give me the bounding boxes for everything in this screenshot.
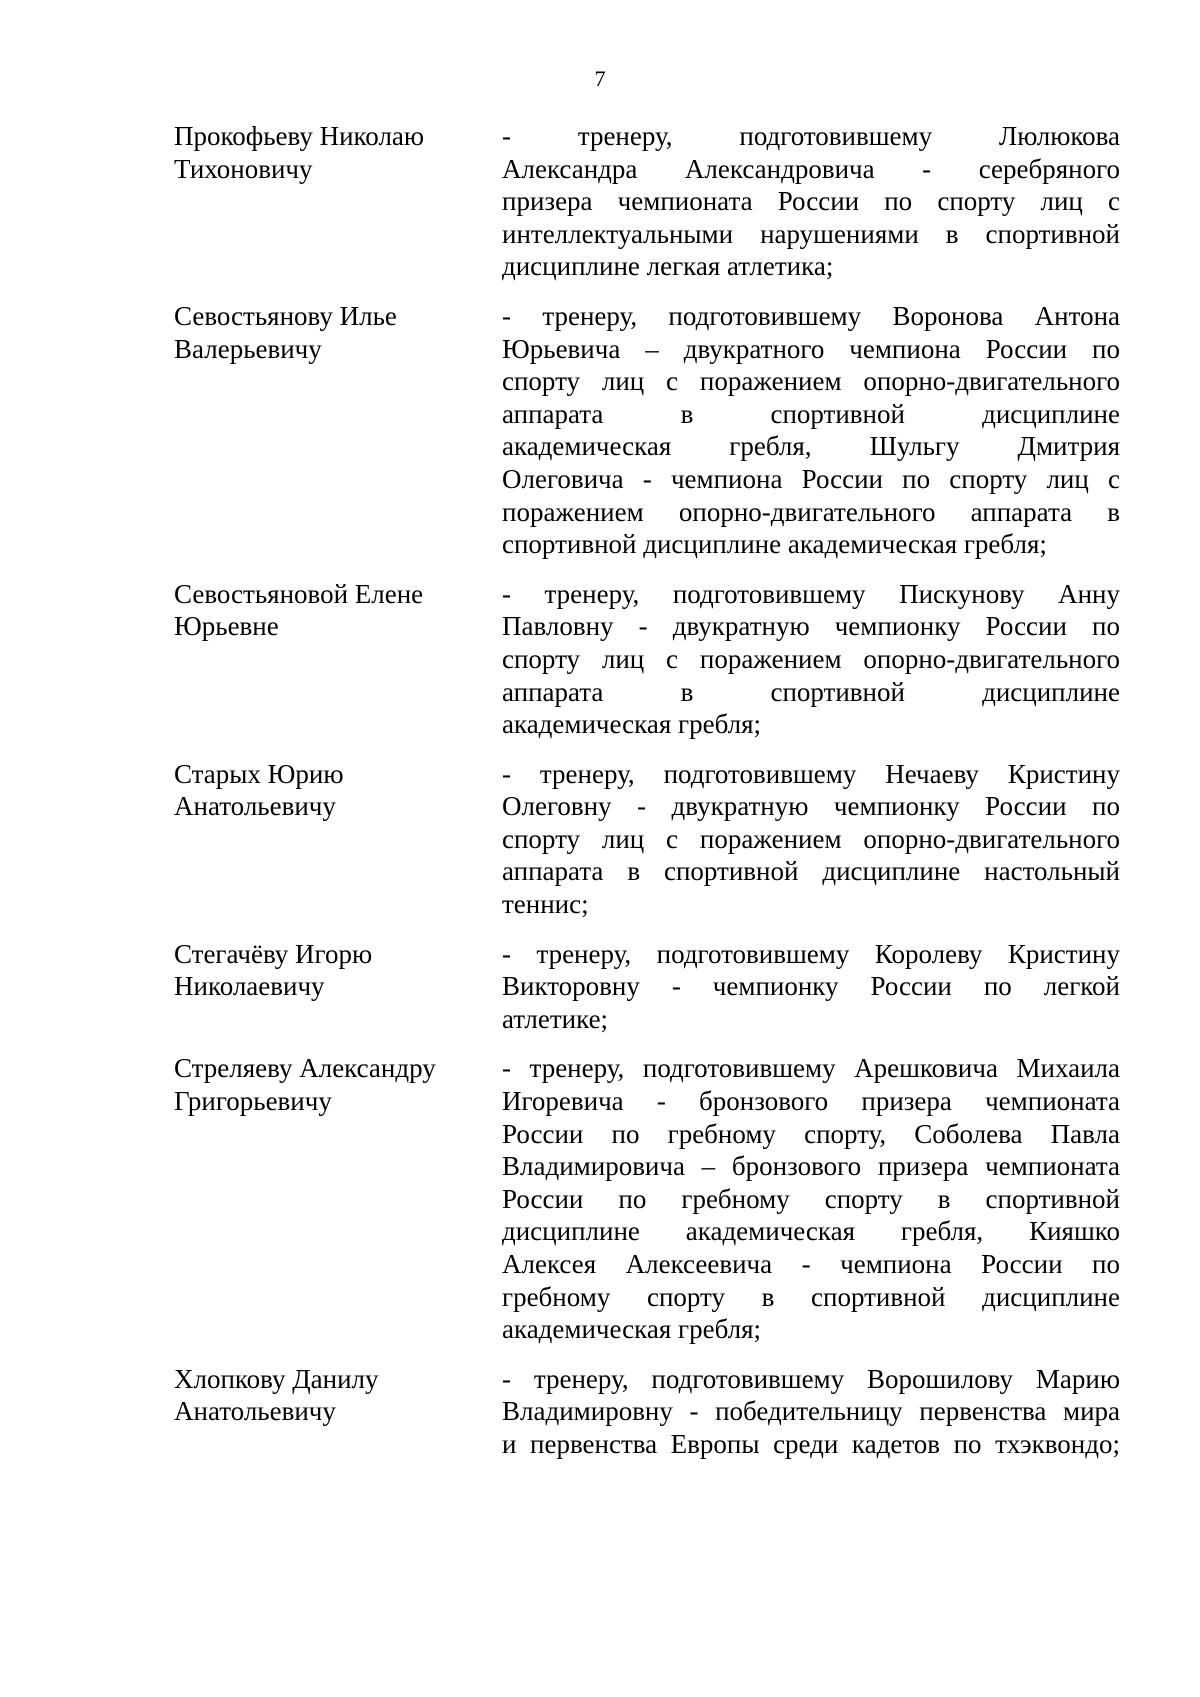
desc-line: академическая гребля; (502, 709, 762, 740)
desc-line: - тренеру, подготовившему Нечаеву Кристину (502, 758, 1120, 789)
desc-line: аппарата в спортивной дисциплине (502, 398, 1120, 429)
name-line: Хлопкову Данилу (174, 1363, 379, 1394)
award-description (502, 1052, 1120, 1345)
award-entry (174, 1363, 1120, 1461)
desc-line: России по гребному спорту в спортивной (502, 1183, 1120, 1214)
desc-line: атлетике; (502, 1003, 609, 1034)
award-entry (174, 578, 1120, 741)
name-line: Прокофьеву Николаю (174, 121, 425, 151)
award-entry (174, 1052, 1120, 1345)
desc-line: Олеговича - чемпиона России по спорту лиц с (502, 463, 1120, 494)
desc-line: Юрьевича – двукратного чемпиона России по (502, 333, 1120, 364)
desc-line: Алексея Алексеевича - чемпиона России по (502, 1249, 1120, 1279)
award-description (502, 1363, 1120, 1461)
name-line: Стреляеву Александру (174, 1053, 436, 1084)
desc-line: академическая гребля, Шульгу Дмитрия (502, 431, 1120, 462)
desc-line: - тренеру, подготовившему Люлюкова (502, 121, 1120, 151)
desc-line: - тренеру, подготовившему Воронова Антона (502, 300, 1120, 331)
award-list (174, 120, 1120, 1461)
award-description (502, 758, 1120, 921)
desc-line: Владимировну - победительницу первенства мира (502, 1396, 1120, 1427)
recipient-name (174, 758, 502, 823)
desc-line: Викторовну - чемпионку России по легкой (502, 971, 1120, 1002)
name-line: Анатольевичу (174, 791, 336, 822)
desc-line: теннис; (502, 889, 589, 920)
desc-line: - тренеру, подготовившему Пискунову Анну (502, 578, 1120, 609)
award-description (502, 300, 1120, 561)
name-line: Николаевичу (174, 971, 325, 1002)
desc-line: Игоревича - бронзового призера чемпионата (502, 1086, 1120, 1117)
award-description (502, 578, 1120, 741)
recipient-name (174, 578, 502, 643)
desc-line: - тренеру, подготовившему Ворошилову Марию (502, 1363, 1120, 1394)
name-line: Тихоновичу (174, 153, 313, 184)
desc-line: Павловну - двукратную чемпионку России по (502, 611, 1120, 642)
name-line: Анатольевичу (174, 1396, 336, 1427)
name-line: Григорьевичу (174, 1086, 332, 1117)
desc-line: дисциплине легкая атлетика; (502, 251, 834, 282)
desc-line: спорту лиц с поражением опорно-двигательного (502, 823, 1120, 854)
desc-line: Олеговну - двукратную чемпионку России по (502, 791, 1120, 822)
name-line: Валерьевичу (174, 333, 322, 364)
page-number: 7 (594, 66, 606, 91)
name-line: Юрьевне (174, 611, 279, 642)
name-line: Севостьяновой Елене (174, 578, 424, 609)
desc-line: гребному спорту в спортивной дисциплине (502, 1281, 1120, 1312)
award-entry (174, 758, 1120, 921)
desc-line: спорту лиц с поражением опорно-двигательного (502, 366, 1120, 397)
desc-line: поражением опорно-двигательного аппарата в (502, 496, 1120, 527)
recipient-name (174, 1363, 502, 1428)
award-description (502, 938, 1120, 1036)
award-entry (174, 120, 1120, 283)
desc-line: аппарата в спортивной дисциплине настольный (502, 856, 1120, 887)
desc-line: спорту лиц с поражением опорно-двигательного (502, 643, 1120, 674)
name-line: Старых Юрию (174, 758, 344, 789)
name-line: Севостьянову Илье (174, 300, 397, 331)
desc-line: - тренеру, подготовившему Королеву Кристину (502, 938, 1120, 969)
desc-line: аппарата в спортивной дисциплине (502, 676, 1120, 707)
desc-line: Александра Александровича - серебряного (502, 153, 1120, 184)
name-line: Стегачёву Игорю (174, 938, 373, 969)
desc-line: России по гребному спорту, Соболева Павла (502, 1118, 1120, 1149)
desc-line: интеллектуальными нарушениями в спортивной (502, 218, 1120, 249)
recipient-name (174, 1052, 502, 1117)
award-description (502, 120, 1120, 283)
desc-line: дисциплине академическая гребля, Кияшко (502, 1216, 1120, 1247)
desc-line: Владимировича – бронзового призера чемпионата (502, 1151, 1120, 1182)
award-entry (174, 300, 1120, 561)
award-entry (174, 938, 1120, 1036)
desc-line: - тренеру, подготовившему Арешковича Михаила (502, 1053, 1120, 1084)
desc-line: академическая гребля; (502, 1314, 762, 1345)
recipient-name (174, 300, 502, 365)
recipient-name (174, 938, 502, 1003)
desc-line: и первенства Европы среди кадетов по тхэквондо; (502, 1428, 1120, 1459)
desc-line: призера чемпионата России по спорту лиц с (502, 186, 1120, 217)
recipient-name (174, 120, 502, 185)
desc-line: спортивной дисциплине академическая гребля; (502, 529, 1047, 560)
